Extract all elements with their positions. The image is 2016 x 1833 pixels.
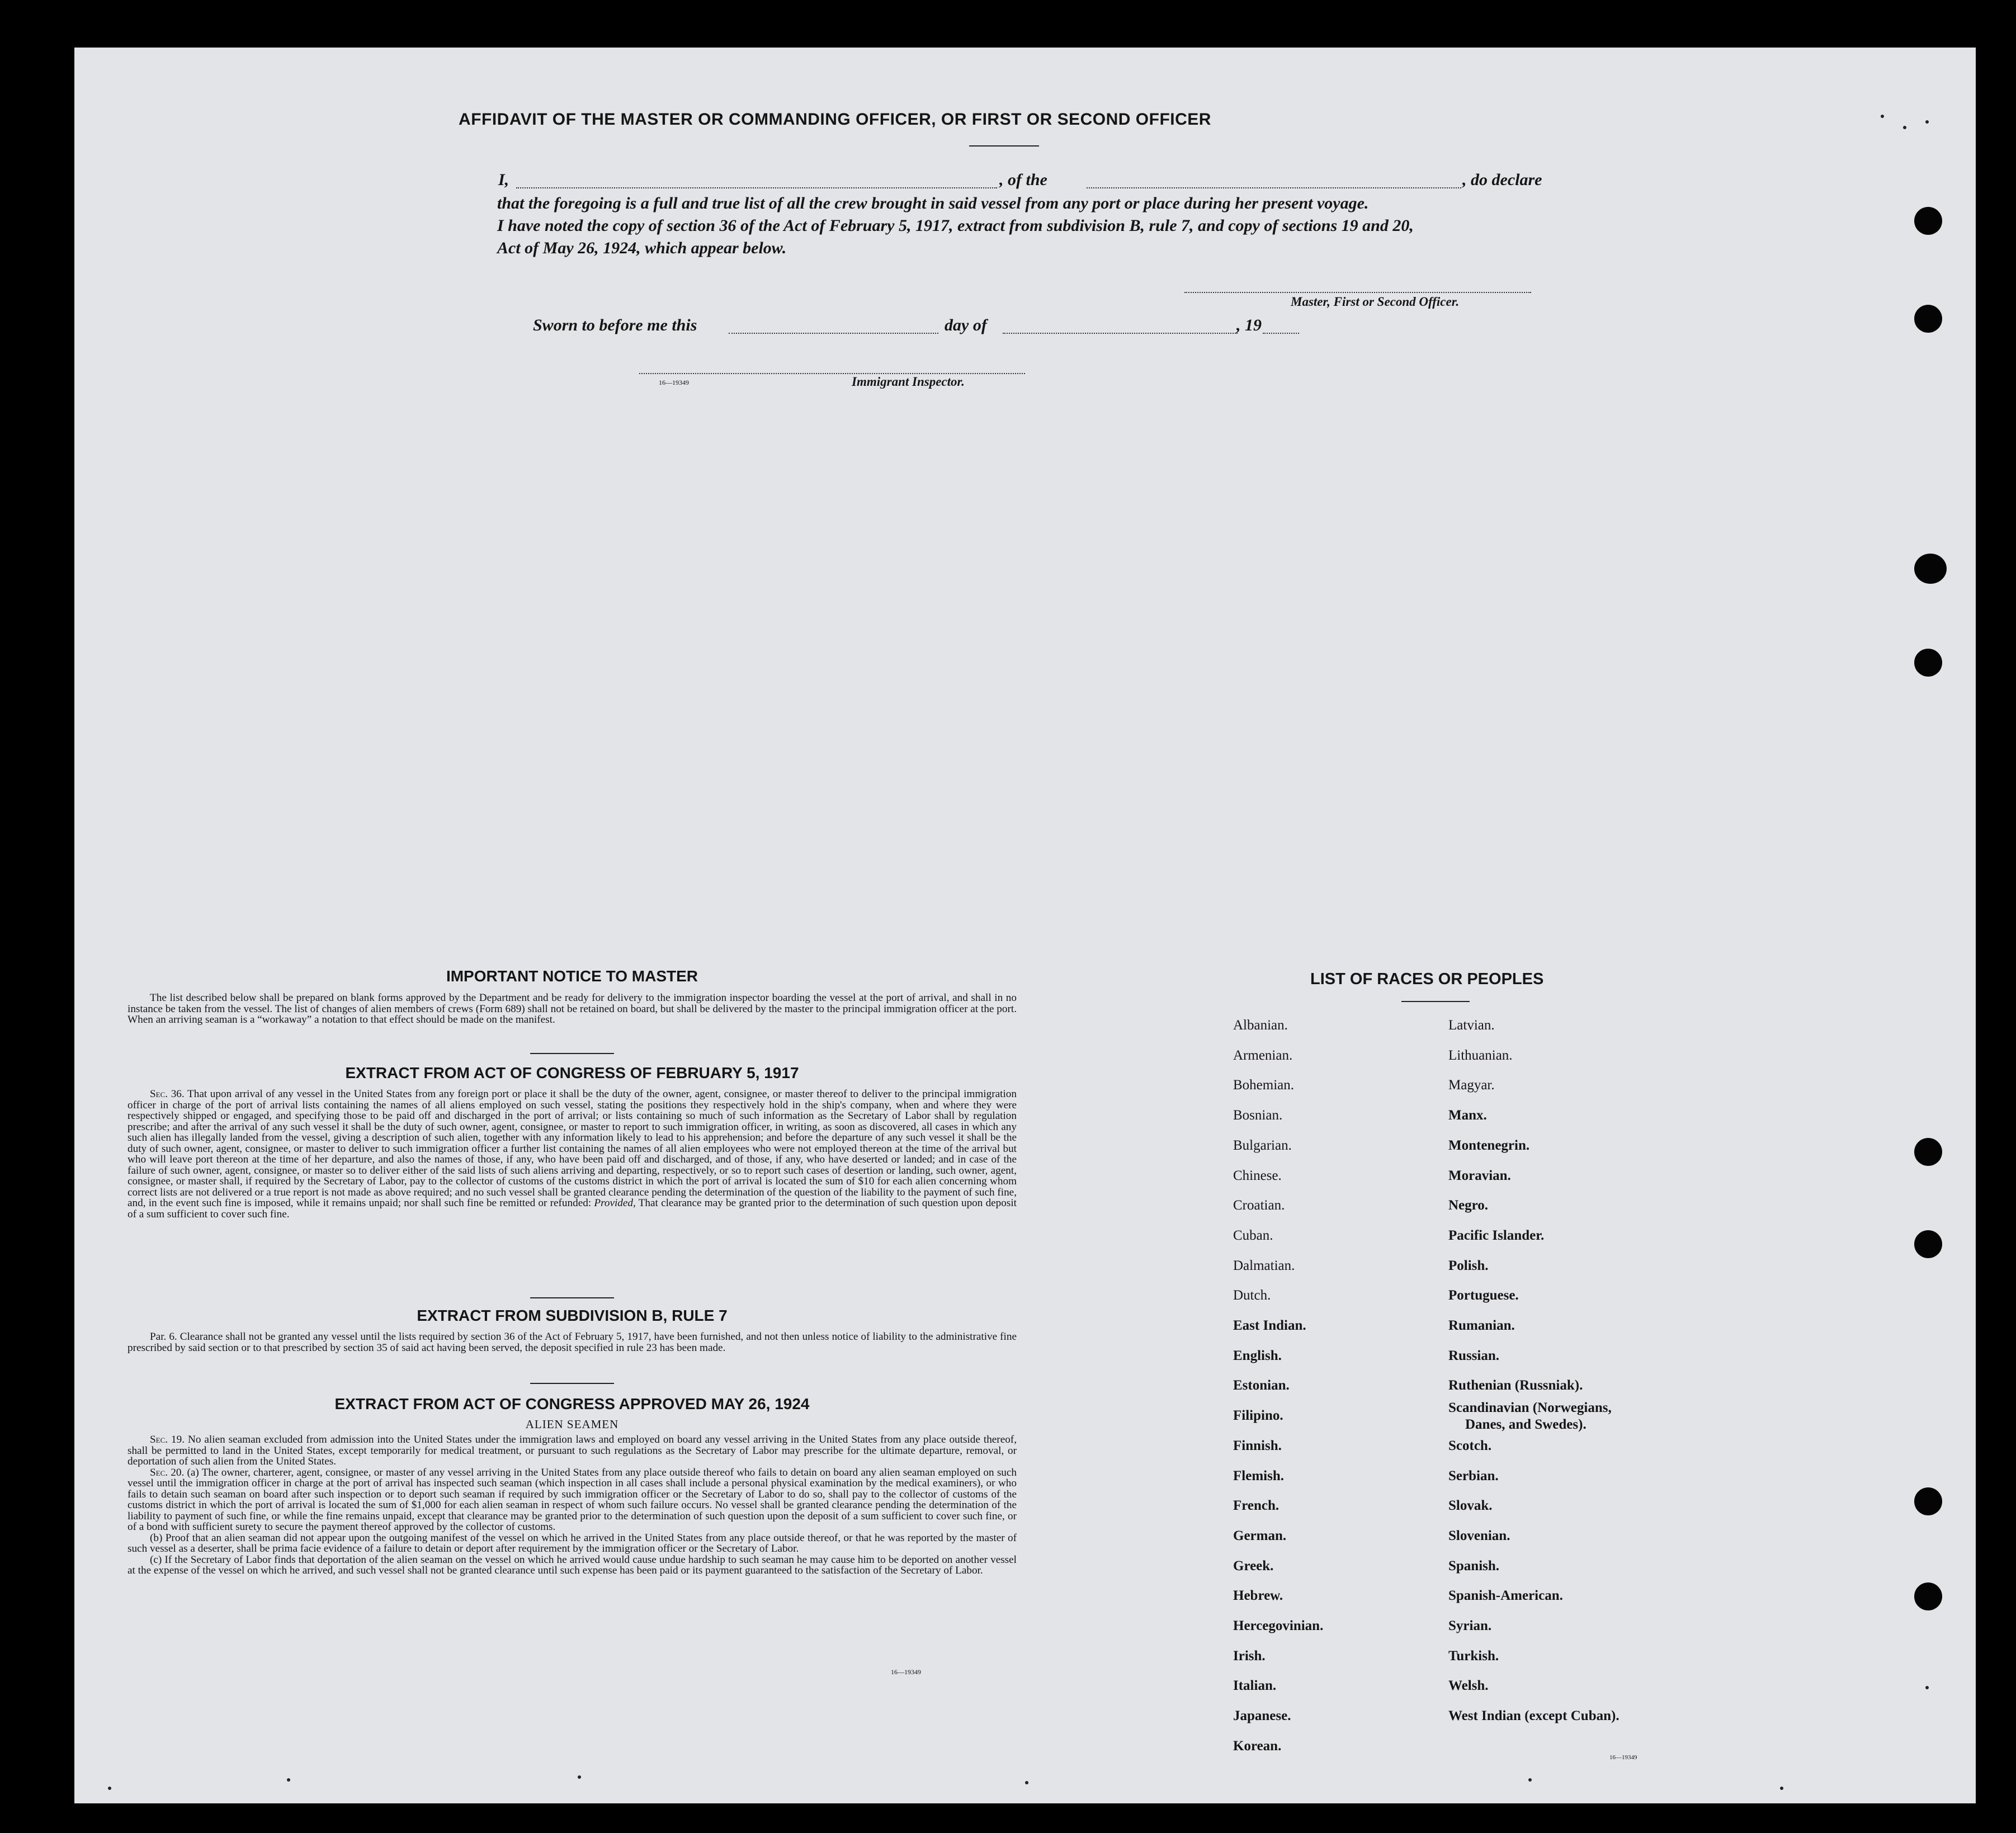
race-item: Chinese. [1233, 1168, 1282, 1183]
race-item: Armenian. [1233, 1047, 1293, 1063]
sworn-day-blank [729, 333, 938, 334]
sec-36-label: Sec. 36. [150, 1088, 185, 1100]
race-item: Albanian. [1233, 1018, 1288, 1033]
sec-20b-text: (b) Proof that an alien seaman did not appear upon the outgoing manifest of the vessel on which he arrived in the United States from any place outside thereof, or that he was reported by the master of such vessel as a deserter, shall be prima facie evidence of a failure to detain or deport after requirement by the immigration officer or the Secretary of Labor. [128, 1532, 1017, 1555]
races-rule [1401, 1001, 1470, 1002]
race-item: Lithuanian. [1448, 1047, 1513, 1063]
speck [1025, 1781, 1028, 1784]
race-item: Bosnian. [1233, 1108, 1283, 1123]
extract-1917-text [128, 1089, 1017, 1220]
race-item: Spanish. [1448, 1558, 1500, 1574]
race-item: Dutch. [1233, 1288, 1271, 1303]
race-item: Dalmatian. [1233, 1258, 1295, 1273]
race-item: Serbian. [1448, 1468, 1499, 1484]
speck [1780, 1787, 1783, 1790]
punch-hole [1914, 1487, 1942, 1515]
punch-hole [1914, 207, 1942, 235]
race-item: Manx. [1448, 1108, 1487, 1123]
race-item: Cuban. [1233, 1227, 1273, 1243]
affidavit-i-label: I, [498, 171, 509, 189]
rule-7-title: EXTRACT FROM SUBDIVISION B, RULE 7 [417, 1307, 728, 1324]
alien-seamen-subtitle: ALIEN SEAMEN [525, 1418, 619, 1431]
rule-7-text [128, 1331, 1017, 1353]
race-item: English. [1233, 1348, 1282, 1363]
speck [1528, 1778, 1532, 1782]
race-item: Montenegrin. [1448, 1137, 1530, 1153]
affidavit-do-declare: , do declare [1462, 171, 1542, 189]
punch-hole [1914, 1138, 1942, 1166]
sec-20c-text: (c) If the Secretary of Labor finds that deportation of the alien seaman on the vessel on which he arrived would cause undue hardship to such seaman he may cause him to be deported on another vessel at the expense of the vessel on which he arrived, and such vessel shall not be granted clearance until such expense has been paid or its payment guaranteed to the satisfaction of the Secretary of Labor. [128, 1553, 1017, 1576]
race-item: East Indian. [1233, 1318, 1306, 1333]
rule-7-paragraph: Par. 6. Clearance shall not be granted any vessel until the lists required by section 36 of the Act of February 5, 1917, have been furnished, and not then unless notice of liability to the administrative fine prescribed by said section or to that prescribed by section 35 of said act having been served, the deposit specified in rule 23 has been made. [128, 1331, 1017, 1354]
sec-19-text: No alien seaman excluded from admission into the United States under the immigration laws and employed on board any vessel arriving in the United States from any place outside thereof, shall be permitted to land in the United States, except temporarily for medical treatment, or pursuant to such regulations as the Secretary of Labor may prescribe for the ultimate departure, removal, or deportation of such alien from the United States. [128, 1434, 1017, 1467]
rule-7-rule [530, 1383, 614, 1384]
race-item: Finnish. [1233, 1438, 1282, 1453]
race-item: Pacific Islander. [1448, 1227, 1545, 1243]
signature-label: Master, First or Second Officer. [1291, 295, 1460, 309]
race-item: Estonian. [1233, 1378, 1290, 1393]
sworn-month-blank [1003, 333, 1238, 334]
punch-hole [1914, 649, 1942, 677]
race-item: Polish. [1448, 1258, 1489, 1273]
race-item: Danes, and Swedes). [1465, 1417, 1587, 1433]
extract-1924-title: EXTRACT FROM ACT OF CONGRESS APPROVED MAY 26, 1924 [334, 1395, 810, 1412]
race-item: Ruthenian (Russniak). [1448, 1378, 1583, 1393]
race-item: Japanese. [1233, 1708, 1291, 1724]
notice-title: IMPORTANT NOTICE TO MASTER [446, 967, 698, 985]
race-item: Spanish-American. [1448, 1588, 1563, 1604]
day-of-label: day of [945, 316, 987, 334]
notice-paragraph: The list described below shall be prepared on blank forms approved by the Department and be ready for delivery to the immigration inspector boarding the vessel at the port of arrival, and shall in no instance be taken from the vessel. The list of changes of alien members of crews (Form 689) shall not be retained on board, but shall be delivered by the master to the principal immigration officer at the port. When an arriving seaman is a “workaway” a notation to that effect should be made on the manifest. [128, 992, 1017, 1026]
race-item: West Indian (except Cuban). [1448, 1708, 1620, 1724]
title-rule [969, 145, 1039, 147]
speck [1925, 1686, 1929, 1689]
sec-36-text-end: That clearance may be granted prior to the determination of such question upon deposit of a sum sufficient to cover such fine. [128, 1197, 1017, 1220]
speck [1903, 126, 1906, 129]
race-item: Magyar. [1448, 1078, 1495, 1093]
race-item: German. [1233, 1528, 1287, 1543]
race-item: Slovenian. [1448, 1528, 1510, 1543]
race-item: Korean. [1233, 1738, 1282, 1754]
races-title: LIST OF RACES OR PEOPLES [1310, 970, 1544, 988]
provided-label: Provided, [594, 1197, 636, 1209]
punch-hole [1914, 305, 1942, 333]
race-item: Slovak. [1448, 1498, 1493, 1514]
sworn-label: Sworn to before me this [533, 316, 697, 334]
vessel-blank [1087, 187, 1461, 188]
race-item: Hebrew. [1233, 1588, 1283, 1604]
speck [287, 1778, 290, 1782]
document-page [74, 48, 1976, 1803]
race-item: Flemish. [1233, 1468, 1284, 1484]
extract-1917-title: EXTRACT FROM ACT OF CONGRESS OF FEBRUARY 5, 1917 [345, 1064, 799, 1081]
race-item: Latvian. [1448, 1018, 1495, 1033]
race-item: French. [1233, 1498, 1280, 1514]
race-item: Filipino. [1233, 1408, 1283, 1424]
race-item: Moravian. [1448, 1168, 1511, 1183]
punch-hole [1914, 1582, 1942, 1610]
affidavit-title: AFFIDAVIT OF THE MASTER OR COMMANDING OFFICER, OR FIRST OR SECOND OFFICER [459, 110, 1211, 129]
race-item: Irish. [1233, 1648, 1266, 1664]
race-item: Greek. [1233, 1558, 1274, 1574]
race-item: Bulgarian. [1233, 1137, 1292, 1153]
race-item: Rumanian. [1448, 1318, 1515, 1333]
race-item: Italian. [1233, 1678, 1277, 1694]
punch-hole [1914, 1230, 1942, 1258]
notice-rule [530, 1053, 614, 1054]
inspector-line [639, 373, 1025, 374]
affidavit-line-3: I have noted the copy of section 36 of the Act of February 5, 1917, extract from subdivision B, rule 7, and copy of sections 19 and 20, [497, 216, 1414, 235]
race-item: Scandinavian (Norwegians, [1448, 1400, 1612, 1416]
year-blank [1263, 333, 1299, 334]
race-item: Negro. [1448, 1198, 1489, 1213]
sec-19-label: Sec. 19. [150, 1434, 185, 1445]
race-item: Syrian. [1448, 1618, 1492, 1633]
speck [1881, 115, 1884, 118]
affidavit-line-2: that the foregoing is a full and true list of all the crew brought in said vessel from any port or place during her present voyage. [497, 194, 1369, 212]
extract-1917-rule [530, 1297, 614, 1298]
speck [578, 1775, 581, 1779]
signature-line [1184, 292, 1531, 293]
race-item: Russian. [1448, 1348, 1500, 1363]
affidavit-form-number: 16—19349 [659, 379, 689, 386]
sec-20-label: Sec. 20. [150, 1466, 185, 1478]
race-item: Portuguese. [1448, 1288, 1519, 1303]
notice-text [128, 993, 1017, 1026]
name-blank [516, 187, 997, 188]
affidavit-of-the: , of the [999, 171, 1047, 189]
sec-36-text: That upon arrival of any vessel in the United States from any foreign port or place it shall be the duty of the owner, agent, consignee, or master thereof to deliver to the principal immigration officer in charge of the port of arrival lists containing the names of all aliens employed on such vessel, stating the positions they respectively hold in the ship's company, when and where they were respectively shipped or engaged, and specifying those to be paid off and discharged in the port of arrival; or lists containing so much of such information as the Secretary of Labor shall by regulation prescribe; and after the arrival of any such vessel it shall be the duty of such owner, agent, consignee, or master to report to such immigration officer, in writing, as soon as discovered, all cases in which any such alien has illegally landed from the vessel, giving a description of such alien, together with any information likely to lead to his apprehension; and before the departure of any such vessel it shall be the duty of such owner, agent, consignee, or master to deliver to such immigration officer a further list containing the names of all alien employees who were not employed thereon at the time of the arrival but who will leave port thereon at the time of her departure, and also the names of those, if any, who have been paid off and discharged, and of those, if any, who have deserted or landed; and in case of the failure of such owner, agent, consignee, or master so to deliver either of the said lists of such aliens arriving and departing, respectively, or so to report such cases of desertion or landing, such owner, agent, consignee, or master shall, if required by the Secretary of Labor, pay to the collector of customs of the customs district in which the port of arrival is located the sum of $10 for each alien concerning whom correct lists are not delivered or a true report is not made as above required; and no such vessel shall be granted clearance pending the determination of the question of the liability to the payment of such fine, and, in the event such fine is imposed, while it remains unpaid; nor shall such fine be remitted or refunded: [128, 1088, 1017, 1209]
race-item: Bohemian. [1233, 1078, 1295, 1093]
races-form-number: 16—19349 [1609, 1754, 1637, 1761]
race-item: Welsh. [1448, 1678, 1489, 1694]
race-item: Hercegovinian. [1233, 1618, 1324, 1633]
speck [108, 1787, 111, 1790]
race-item: Turkish. [1448, 1648, 1499, 1664]
inspector-label: Immigrant Inspector. [852, 375, 965, 389]
affidavit-line-4: Act of May 26, 1924, which appear below. [497, 239, 787, 257]
speck [1925, 120, 1929, 124]
extract-form-number: 16—19349 [891, 1668, 921, 1676]
race-item: Scotch. [1448, 1438, 1492, 1453]
extract-1924-text [128, 1434, 1017, 1576]
punch-hole [1914, 554, 1947, 584]
race-item: Croatian. [1233, 1198, 1285, 1213]
year-prefix: , 19 [1236, 316, 1262, 334]
sec-20a-text: (a) The owner, charterer, agent, consignee, or master of any vessel arriving in the United States from any place outside thereof who fails to detain on board any alien seaman employed on such vessel until the immigration officer in charge at the port of arrival has inspected such seaman (which inspection in all cases shall include a personal physical examination by the medical examiners), or who fails to detain such seaman on board after such inspection or to deport such seaman if required by such immigration officer or the Secretary of Labor to do so, shall pay to the collector of customs of the customs district in which the port of arrival is located the sum of $1,000 for each alien seaman in respect of whom such failure occurs. No vessel shall be granted clearance pending the determination of the liability to payment of such fine, or while the fine remains unpaid, except that clearance may be granted prior to the determination of such question upon the deposit of a sum sufficient to cover such fine, or of a bond with sufficient surety to secure the payment thereof approved by the collector of customs. [128, 1466, 1017, 1533]
